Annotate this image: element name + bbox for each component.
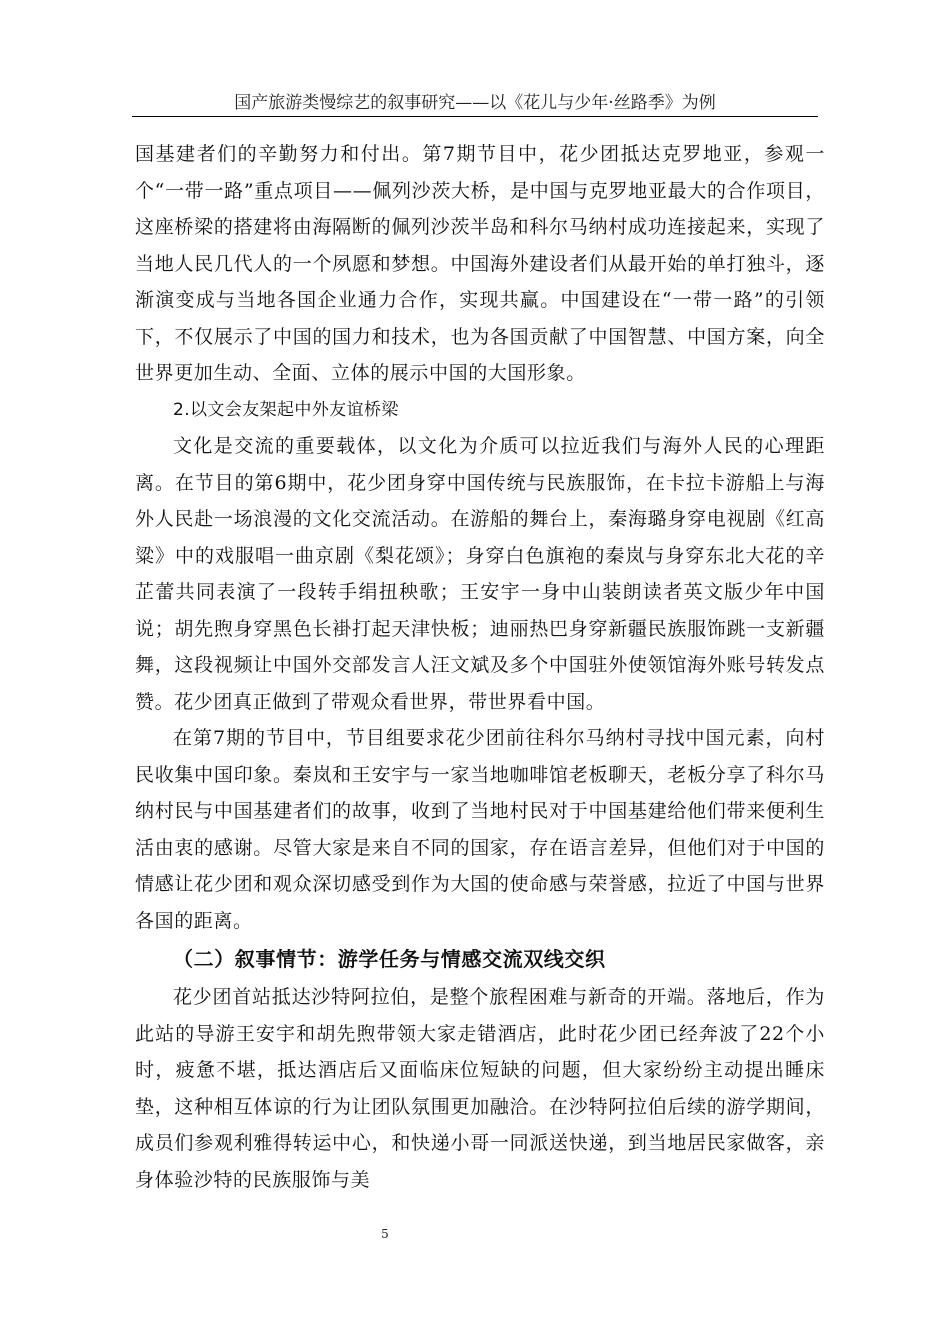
subheading-cultural-exchange: 2.以文会友架起中外友谊桥梁 xyxy=(173,399,399,420)
paragraph-culture-exchange: 文化是交流的重要载体，以文化为介质可以拉近我们与海外人民的心理距离。在节目的第6期中，花少团身穿中国传统与民族服饰，在卡拉卡游船上与海外人民赴一场浪漫的文化交流活动。在游船的舞台上，秦海璐身穿电视剧《红高粱》中的戏服唱一曲京剧《梨花颂》；身穿白色旗袍的秦岚与身穿东北大花的辛芷蕾共同表演了一段转手绢扭秧歌；王安宇一身中山装朗读者英文版少年中国说；胡先煦身穿黑色长褂打起天津快板；迪丽热巴身穿新疆民族服饰跳一支新疆舞，这段视频让中国外交部发言人汪文斌及多个中国驻外使领馆海外账号转发点赞。花少团真正做到了带观众看世界，带世界看中国。 xyxy=(135,435,825,713)
running-header: 国产旅游类慢综艺的叙事研究——以《花儿与少年·丝路季》为例 xyxy=(234,93,716,113)
paragraph-village-visit: 在第7期的节目中，节目组要求花少团前往科尔马纳村寻找中国元素，向村民收集中国印象。秦岚和王安宇与一家当地咖啡馆老板聊天，老板分享了科尔马纳村民与中国基建者们的故事，收到了当地村民对于中国基建给他们带来便利生活由衷的感谢。尽管大家是来自不同的国家，存在语言差异，但他们对于中国的情感让花少团和观众深切感受到作为大国的使命感与荣誉感，拉近了中国与世界各国的距离。 xyxy=(135,727,825,932)
paragraph-saudi-arabia: 花少团首站抵达沙特阿拉伯，是整个旅程困难与新奇的开端。落地后，作为此站的导游王安宇和胡先煦带领大家走错酒店，此时花少团已经奔波了22个小时，疲惫不堪，抵达酒店后又面临床位短缺的问题，但大家纷纷主动提出睡床垫，这种相互体谅的行为让团队氛围更加融洽。在沙特阿拉伯后续的游学期间，成员们参观利雅得转运中心，和快递小哥一同派送快递，到当地居民家做客，亲身体验沙特的民族服饰与美 xyxy=(135,986,825,1191)
document-body xyxy=(135,136,825,1198)
page-number: 5 xyxy=(381,1227,389,1241)
paragraph-bridge-project: 国基建者们的辛勤努力和付出。第7期节目中，花少团抵达克罗地亚，参观一个“一带一路”重点项目——佩列沙茨大桥，是中国与克罗地亚最大的合作项目，这座桥梁的搭建将由海隔断的佩列沙茨半岛和科尔马纳村成功连接起来，实现了当地人民几代人的一个夙愿和梦想。中国海外建设者们从最开始的单打独斗，逐渐演变成与当地各国企业通力合作，实现共赢。中国建设在“一带一路”的引领下，不仅展示了中国的国力和技术，也为各国贡献了中国智慧、中国方案，向全世界更加生动、全面、立体的展示中国的大国形象。 xyxy=(135,143,825,384)
header-rule xyxy=(132,116,818,117)
section-heading-narrative-plot: （二）叙事情节：游学任务与情感交流双线交织 xyxy=(173,947,606,971)
